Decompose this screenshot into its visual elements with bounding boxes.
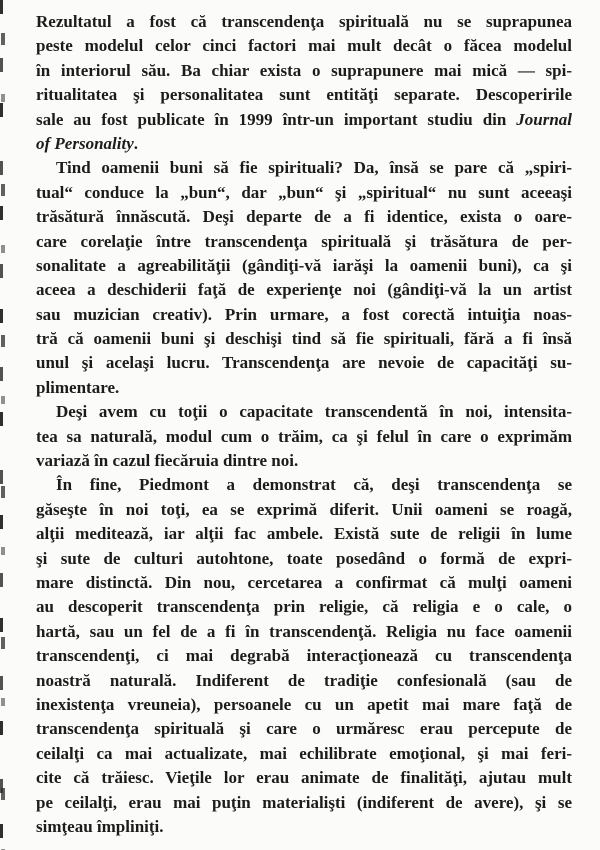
text-segment: trăsătură înnăscută. Deşi departe de a fi identice, exista o oare- bbox=[36, 207, 572, 227]
text-segment: sau muzician creativ). Prin urmare, a fost corectă intuiţia noas- bbox=[36, 304, 572, 324]
text-line bbox=[36, 254, 572, 278]
text-segment: aceea a deschiderii faţă de experienţe noi (gândiţi-vă la un artist bbox=[36, 280, 572, 300]
text-segment: transcendenţi, ci mai degrabă interacţionează cu transcendenţa bbox=[36, 646, 572, 666]
text-line bbox=[36, 59, 572, 83]
text-segment: alţii meditează, iar alţii fac ambele. Există sute de religii în lume bbox=[36, 524, 572, 544]
text-line bbox=[36, 547, 572, 571]
text-line bbox=[36, 376, 572, 400]
text-segment: tea sa naturală, modul cum o trăim, ca şi felul în care o exprimăm bbox=[36, 426, 572, 446]
text-segment: simţeau împliniţi. bbox=[36, 816, 164, 836]
text-segment: găseşte în noi toţi, ea se exprimă diferit. Unii oameni se roagă, bbox=[36, 499, 572, 519]
text-segment: hartă, sau un fel de a fi în transcendenţă. Religia nu face oamenii bbox=[36, 621, 572, 641]
text-line bbox=[36, 669, 572, 693]
text-line bbox=[36, 181, 572, 205]
text-line bbox=[36, 644, 572, 668]
text-line bbox=[36, 425, 572, 449]
text-segment: inexistenţa vreuneia), persoanele cu un apetit mai mare faţă de bbox=[36, 694, 572, 714]
text-line bbox=[36, 327, 572, 351]
text-segment: Journal bbox=[516, 109, 572, 129]
text-line bbox=[36, 10, 572, 34]
text-line bbox=[36, 815, 572, 839]
text-line bbox=[36, 571, 572, 595]
text-segment: transcendenţa spirituală şi care o urmăresc erau percepute de bbox=[36, 719, 572, 739]
text-line bbox=[36, 400, 572, 424]
text-line bbox=[36, 717, 572, 741]
text-line bbox=[36, 742, 572, 766]
text-line bbox=[36, 34, 572, 58]
text-line bbox=[36, 449, 572, 473]
text-line bbox=[36, 522, 572, 546]
text-segment: noastră naturală. Indiferent de tradiţie confesională (sau de bbox=[36, 670, 572, 690]
paragraph bbox=[36, 10, 572, 156]
text-segment: Tind oamenii buni să fie spirituali? Da, însă se pare că „spiri- bbox=[56, 158, 572, 178]
text-segment: Deşi avem cu toţii o capacitate transcendentă în noi, intensita- bbox=[56, 402, 572, 422]
page-text bbox=[36, 10, 572, 839]
text-line bbox=[36, 205, 572, 229]
text-line bbox=[36, 83, 572, 107]
text-segment: of Personality bbox=[36, 133, 134, 153]
text-segment: peste modelul celor cinci factori mai mult decât o făcea modelul bbox=[36, 36, 572, 56]
text-line bbox=[36, 766, 572, 790]
text-line bbox=[36, 791, 572, 815]
text-segment: tră că oamenii buni şi deschişi tind să fie spirituali, fără a fi însă bbox=[36, 329, 572, 349]
text-segment: tual“ conduce la „bun“, dar „bun“ şi „spiritual“ nu sunt aceeaşi bbox=[36, 182, 572, 202]
text-segment: mare distinctă. Din nou, cercetarea a confirmat că mulţi oameni bbox=[36, 572, 572, 592]
text-line bbox=[36, 351, 572, 375]
text-segment: plimentare. bbox=[36, 377, 120, 397]
text-segment: unul şi acelaşi lucru. Transcendenţa are nevoie de capacităţi su- bbox=[36, 353, 572, 373]
text-segment: ceilalţi ca mai actualizate, mai echilibrate emoţional, şi mai feri- bbox=[36, 743, 572, 763]
text-line bbox=[36, 132, 572, 156]
text-line bbox=[36, 498, 572, 522]
text-line bbox=[36, 693, 572, 717]
text-segment: în interiorul său. Ba chiar exista o suprapunere mai mică — spi- bbox=[36, 60, 572, 80]
text-segment: au descoperit transcendenţa prin religie, că religia e o cale, o bbox=[36, 597, 572, 617]
text-segment: cite că trăiesc. Vieţile lor erau animate de finalităţi, ajutau mult bbox=[36, 768, 572, 788]
text-segment: care corelaţie între transcendenţa spirituală şi trăsătura de per- bbox=[36, 231, 572, 251]
paragraph bbox=[36, 400, 572, 473]
text-segment: . bbox=[133, 133, 138, 153]
scan-gutter-artifact bbox=[0, 0, 7, 850]
text-line bbox=[36, 473, 572, 497]
text-segment: variază în cazul fiecăruia dintre noi. bbox=[36, 451, 299, 471]
text-segment: şi sute de culturi autohtone, toate posedând o formă de expri- bbox=[36, 548, 572, 568]
text-line bbox=[36, 278, 572, 302]
paragraph bbox=[36, 473, 572, 839]
text-segment: pe ceilalţi, erau mai puţin materialişti (indiferent de avere), şi se bbox=[36, 792, 572, 812]
text-line bbox=[36, 595, 572, 619]
text-segment: În fine, Piedmont a demonstrat că, deşi transcendenţa se bbox=[56, 475, 572, 495]
paragraph bbox=[36, 156, 572, 400]
text-line bbox=[36, 620, 572, 644]
text-segment: sale au fost publicate în 1999 într-un important studiu din bbox=[36, 109, 517, 129]
text-line bbox=[36, 230, 572, 254]
text-segment: Rezultatul a fost că transcendenţa spirituală nu se suprapunea bbox=[36, 12, 572, 31]
text-line bbox=[36, 108, 572, 132]
text-line bbox=[36, 156, 572, 180]
text-line bbox=[36, 303, 572, 327]
text-segment: sonalitate a agreabilităţii (gândiţi-vă iarăşi la oamenii buni), ca şi bbox=[36, 255, 572, 275]
text-segment: ritualitatea şi personalitatea sunt entităţi separate. Descoperirile bbox=[36, 85, 572, 105]
